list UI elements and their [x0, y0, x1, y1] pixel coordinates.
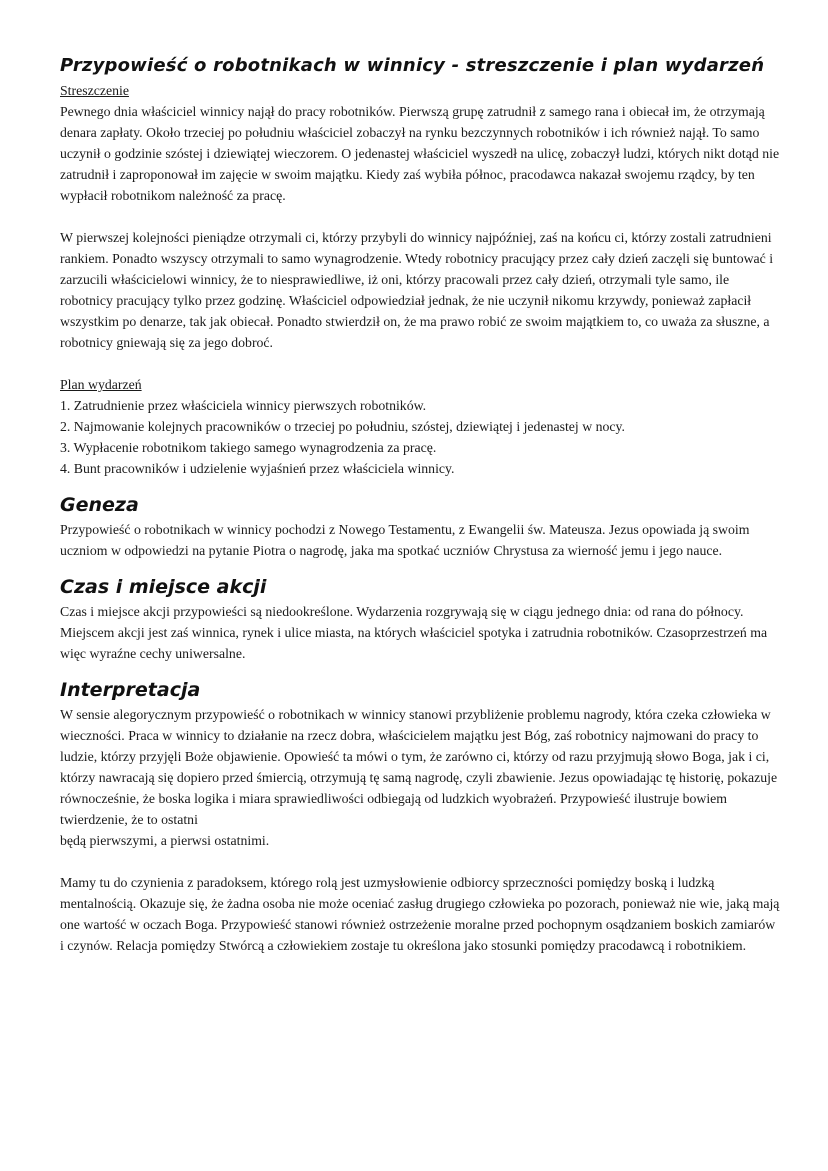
document-page	[60, 52, 780, 956]
interpretation-paragraph-1-main: W sensie alegorycznym przypowieść o robotnikach w winnicy stanowi przybliżenie problemu nagrody, która czeka człowieka w wieczności. Praca w winnicy to działanie na rzecz dobra, właścicielem majątku jest Bóg, zaś robotnicy najmowani do pracy to ludzie, którzy przyjęli Boże objawienie. Opowieść ta mówi o tym, że zarówno ci, którzy od razu przyjmują słowo Boga, jak i ci, którzy nawracają się dopiero przed śmiercią, otrzymują tę samą nagrodę, czyli zbawienie. Jezus opowiadając tę historię, pokazuje równocześnie, że boska logika i miara sprawiedliwości odbiegają od ludzkich wyobrażeń. Przypowieść ilustruje bowiem twierdzenie, że to ostatni	[60, 707, 778, 827]
summary-paragraph-2: W pierwszej kolejności pieniądze otrzymali ci, którzy przybyli do winnicy najpóźniej, zaś na końcu ci, którzy zostali zatrudnieni rankiem. Ponadto wszyscy otrzymali to samo wynagrodzenie. Wtedy robotnicy pracujący przez cały dzień zaczęli się buntować i zarzucili właścicielowi winnicy, że to niesprawiedliwe, iż oni, którzy pracowali przez cały dzień, otrzymali tyle samo, ile robotnicy pracujący tylko przez godzinę. Właściciel odpowiedział jednak, że nie uczynił nikomu krzywdy, ponieważ zapłacił wszystkim po denarze, tak jak obiecał. Ponadto stwierdził on, że ma prawo robić ze swoim majątkiem to, co uważa za słuszne, a robotnicy gniewają się za jego dobroć.	[60, 230, 774, 350]
summary-paragraph-1: Pewnego dnia właściciel winnicy najął do pracy robotników. Pierwszą grupę zatrudnił z samego rana i obiecał im, że otrzymają denara zapłaty. Około trzeciej po południu właściciel zobaczył na rynku bezczynnych robotników i ich również najął. To samo uczynił o godzinie szóstej i dziewiątej wieczorem. O jedenastej właściciel wyszedł na ulicę, zobaczył ludzi, których nikt dotąd nie zatrudnił i zaproponował im zajęcie w swoim majątku. Kiedy zaś wybiła północ, pracodawca nakazał swojemu rządcy, by ten wypłacił robotnikom należność za pracę.	[60, 104, 780, 203]
interpretation-paragraph-1-tail: będą pierwszymi, a pierwsi ostatnimi.	[60, 833, 270, 848]
genesis-heading: Geneza	[60, 494, 139, 516]
plan-list	[60, 395, 780, 479]
plan-heading: Plan wydarzeń	[60, 377, 142, 392]
plan-item: 1. Zatrudnienie przez właściciela winnicy pierwszych robotników.	[60, 398, 427, 413]
time-place-text: Czas i miejsce akcji przypowieści są niedookreślone. Wydarzenia rozgrywają się w ciągu jednego dnia: od rana do północy. Miejscem akcji jest zaś winnica, rynek i ulice miasta, na których właściciel spotyka i zatrudnia robotników. Czasoprzestrzeń ma więc wyraźne cechy uniwersalne.	[60, 604, 768, 661]
plan-item: 4. Bunt pracowników i udzielenie wyjaśnień przez właściciela winnicy.	[60, 461, 455, 476]
plan-item: 2. Najmowanie kolejnych pracowników o trzeciej po południu, szóstej, dziewiątej i jedenastej w nocy.	[60, 419, 625, 434]
interpretation-paragraph-2: Mamy tu do czynienia z paradoksem, którego rolą jest uzmysłowienie odbiorcy sprzeczności pomiędzy boską i ludzką mentalnością. Okazuje się, że żadna osoba nie może oceniać zasług drugiego człowieka po pozorach, ponieważ nie wie, jaką mają one wartość w oczach Boga. Przypowieść stanowi również ostrzeżenie moralne przed pochopnym osądzaniem boskich zamiarów i czynów. Relacja pomiędzy Stwórcą a człowiekiem zostaje tu określona jako stosunki pomiędzy pracodawcą i robotnikiem.	[60, 875, 780, 953]
time-place-heading: Czas i miejsce akcji	[60, 576, 267, 598]
interpretation-paragraph-1	[60, 704, 780, 851]
genesis-text: Przypowieść o robotnikach w winnicy pochodzi z Nowego Testamentu, z Ewangelii św. Mateusza. Jezus opowiada ją swoim uczniom w odpowiedzi na pytanie Piotra o nagrodę, jaka ma spotkać uczniów Chrystusa za wierność jemu i jego nauce.	[60, 522, 750, 558]
summary-heading: Streszczenie	[60, 83, 129, 98]
plan-item: 3. Wypłacenie robotnikom takiego samego wynagrodzenia za pracę.	[60, 440, 437, 455]
document-title: Przypowieść o robotnikach w winnicy - streszczenie i plan wydarzeń	[60, 55, 765, 76]
interpretation-heading: Interpretacja	[60, 679, 201, 701]
